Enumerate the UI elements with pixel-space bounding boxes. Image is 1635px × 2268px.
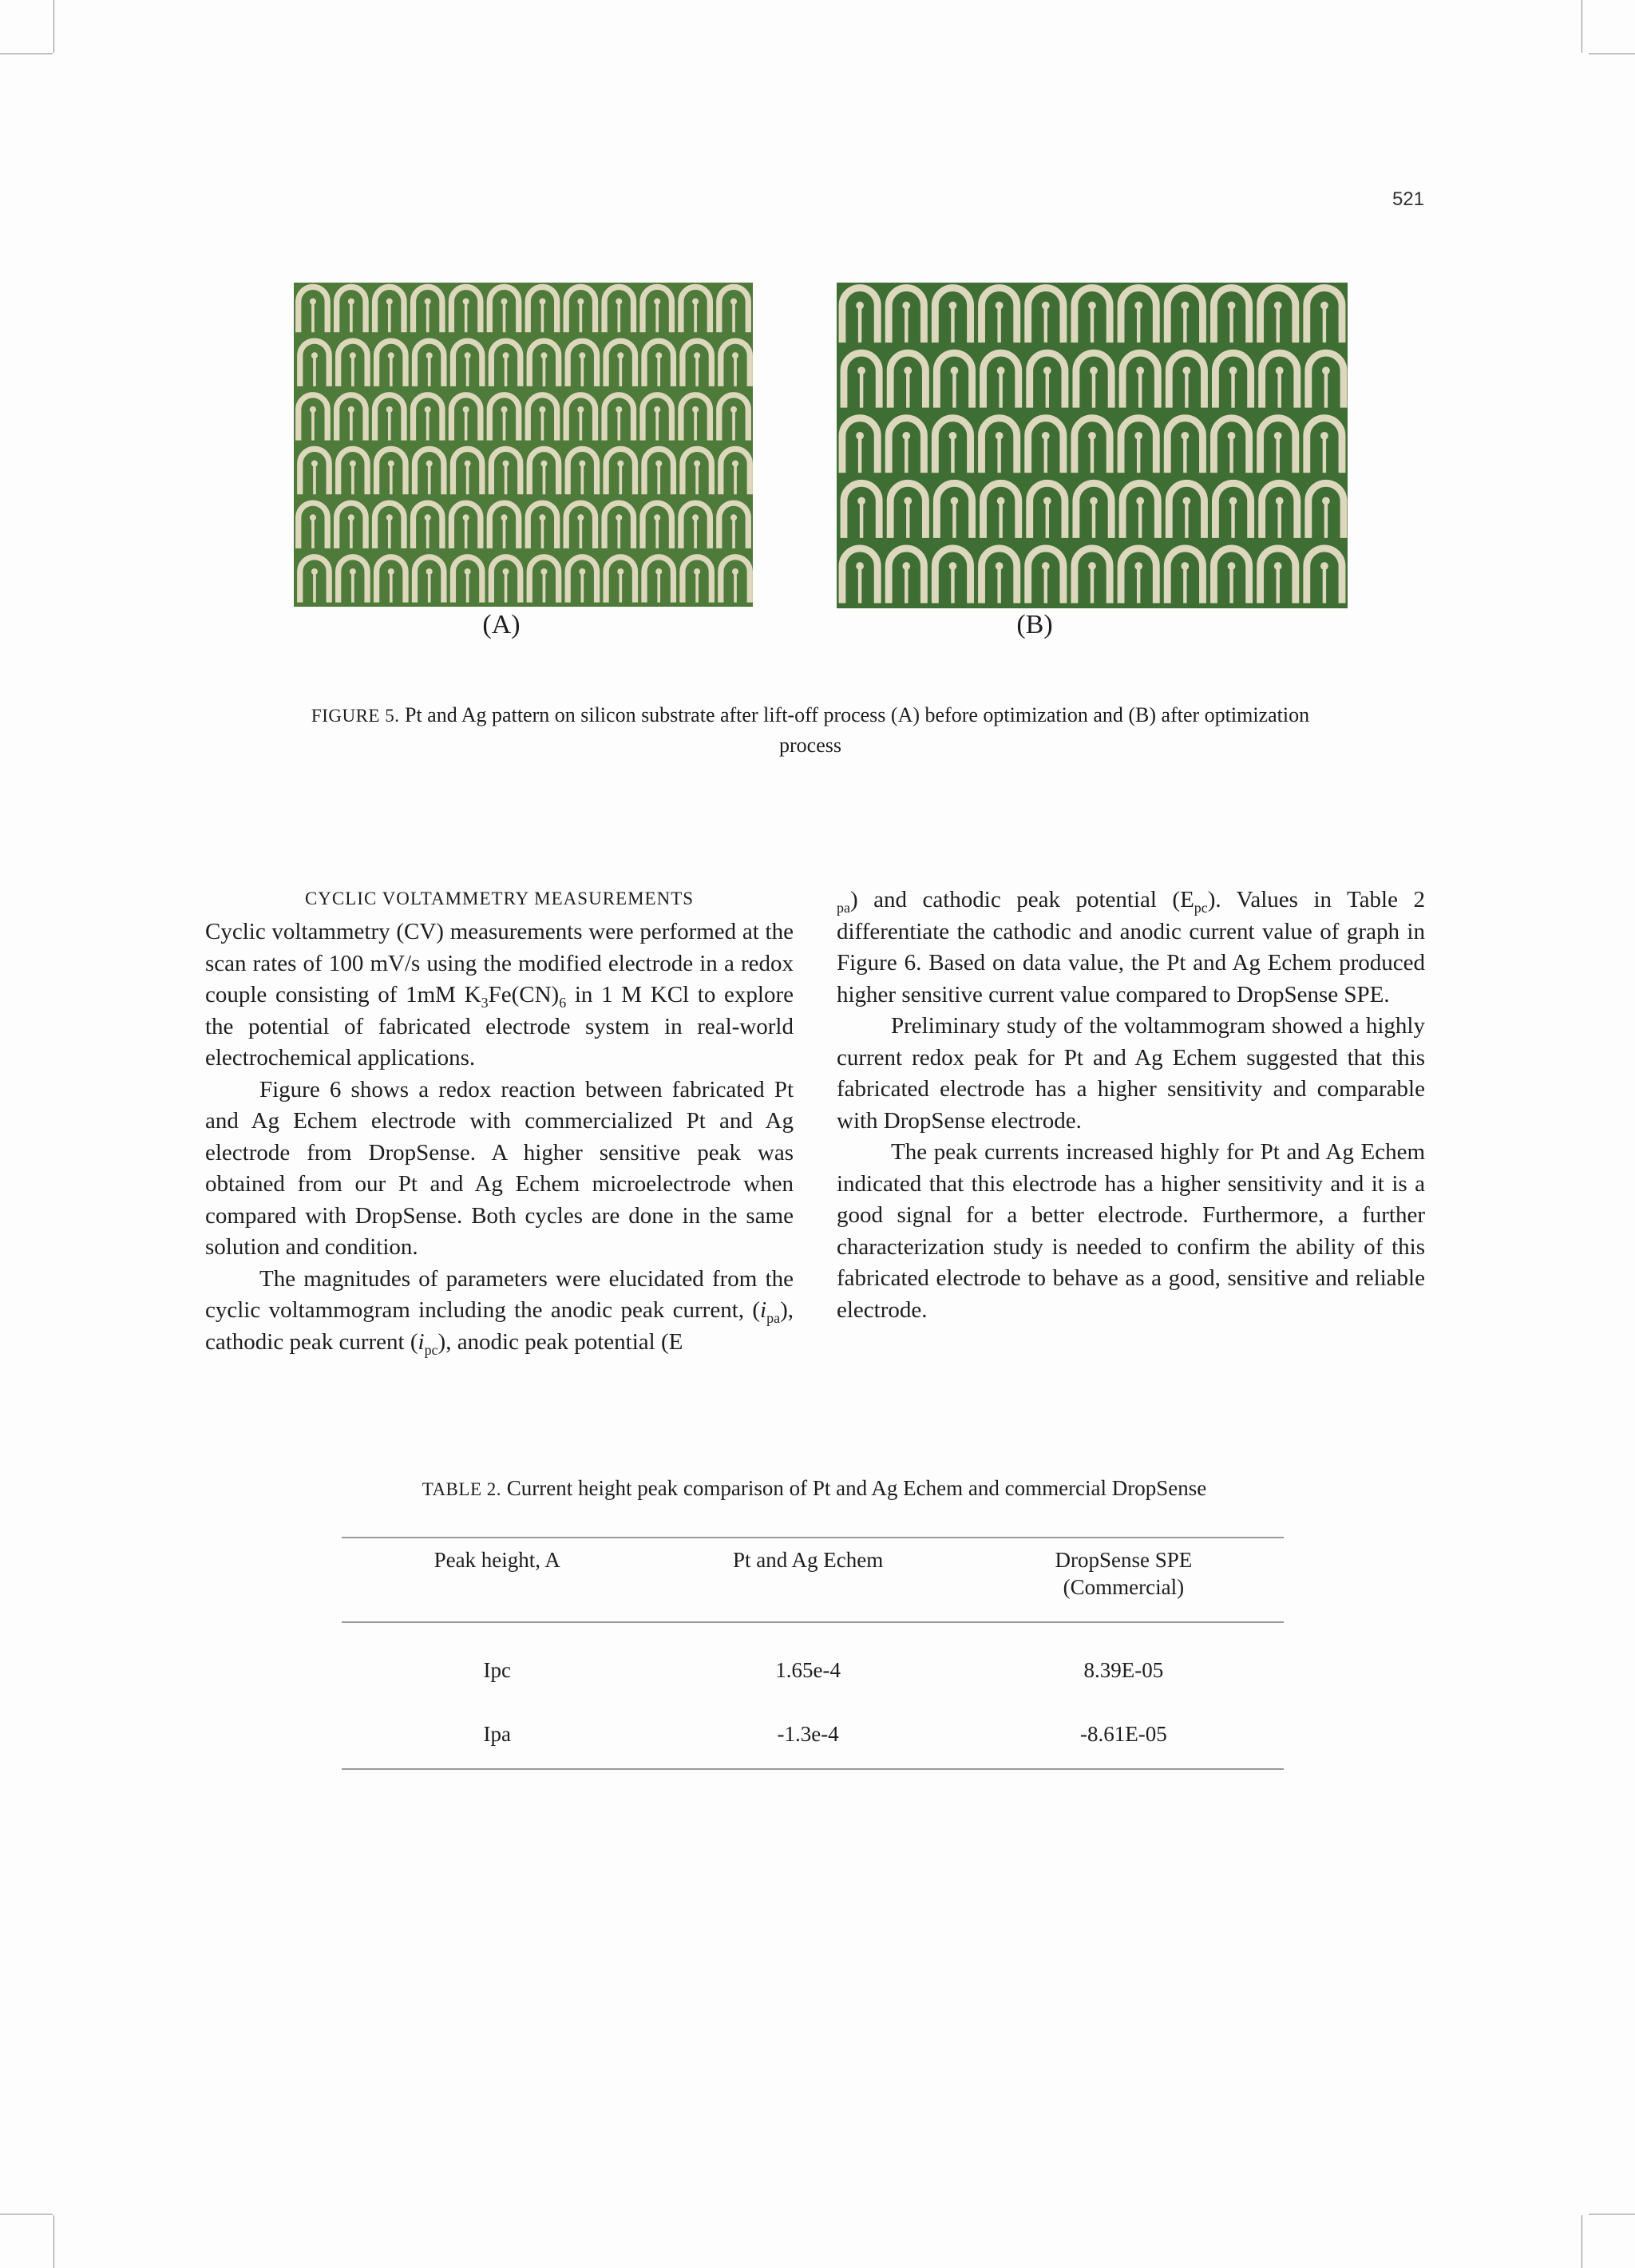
paragraph-1: Cyclic voltammetry (CV) measurements were performed at the scan rates of 100 mV/s using the modified electrode in a redox couple consisting of 1mM $K_3Fe(CN)_6$ in 1 M KCl to explore the potential of fabricated electrode system in real-world electrochemical applications. [205,919,794,1071]
figure-caption-tag: FIGURE 5. [311,706,400,726]
table-cell: Ipc [483,1657,511,1682]
page-number: 521 [1392,188,1424,210]
table-caption-tag: TABLE 2. [422,1479,501,1499]
table-cell: Ipa [483,1721,511,1746]
table-header-cell: DropSense SPE (Commercial) [1055,1548,1193,1599]
crop-mark [1589,53,1635,54]
figure-photo-a [294,283,753,607]
section-heading: CYCLIC VOLTAMMETRY MEASUREMENTS [304,889,695,908]
figure-caption [303,700,1317,760]
table-cell: 8.39E-05 [1083,1657,1164,1682]
table-header-cell: Pt and Ag Echem [732,1548,884,1572]
paragraph-3: The magnitudes of parameters were elucidated from the cyclic voltammogram including the anodic peak current, $(i_{pa})$, cathodic peak current $(i_{pc})$, anodic peak potential (E [205,1265,794,1358]
table-header-row [342,1538,1284,1622]
text-column-right [837,885,1425,1326]
table-row [342,1622,1284,1700]
paragraph-5: The peak currents increased highly for Pt and Ag Echem indicated that this electrode has a higher sensitivity and it is a good signal for a better electrode. Furthermore, a further characterization study is needed to confirm the ability of this fabricated electrode to behave as a good, sensitive and reliable electrode. [837,1139,1425,1323]
table-row [342,1700,1284,1769]
crop-mark [0,2214,53,2215]
crop-mark [1589,2214,1635,2215]
crop-mark [0,53,53,54]
figure-photo-b [837,283,1348,608]
table-cell: -1.3e-4 [777,1721,839,1746]
data-table [342,1537,1284,1770]
panel-label-b: (B) [1016,610,1053,639]
figure-caption-text: Pt and Ag pattern on silicon substrate after lift-off process (A) before optimization and (B) after optimization process [404,703,1310,757]
crop-mark [53,2215,54,2268]
table-caption [303,1476,1325,1501]
table-cell: 1.65e-4 [775,1657,841,1682]
paragraph-3-continued: $_{pa}$) and cathodic peak potential $(E_{pc})$. Values in Table 2 differentiate the cathodic and anodic current value of graph in Figure 6. Based on data value, the Pt and Ag Echem produced higher sensitive current value compared to DropSense SPE. [837,887,1425,1007]
crop-mark [53,0,54,53]
paragraph-4: Preliminary study of the voltammogram showed a highly current redox peak for Pt and Ag Echem suggested that this fabricated electrode has a higher sensitivity and comparable with DropSense electrode. [837,1013,1425,1134]
table-caption-text: Current height peak comparison of Pt and Ag Echem and commercial DropSense [506,1476,1207,1500]
paragraph-2: Figure 6 shows a redox reaction between fabricated Pt and Ag Echem electrode with commercialized Pt and Ag electrode from DropSense. A higher sensitive peak was obtained from our Pt and Ag Echem microelectrode when compared with DropSense. Both cycles are done in the same solution and condition. [205,1076,794,1260]
text-column-left [205,885,794,1358]
table-cell: -8.61E-05 [1080,1721,1167,1746]
table-header-cell: Peak height, A [433,1548,560,1572]
panel-label-a: (A) [482,610,521,639]
